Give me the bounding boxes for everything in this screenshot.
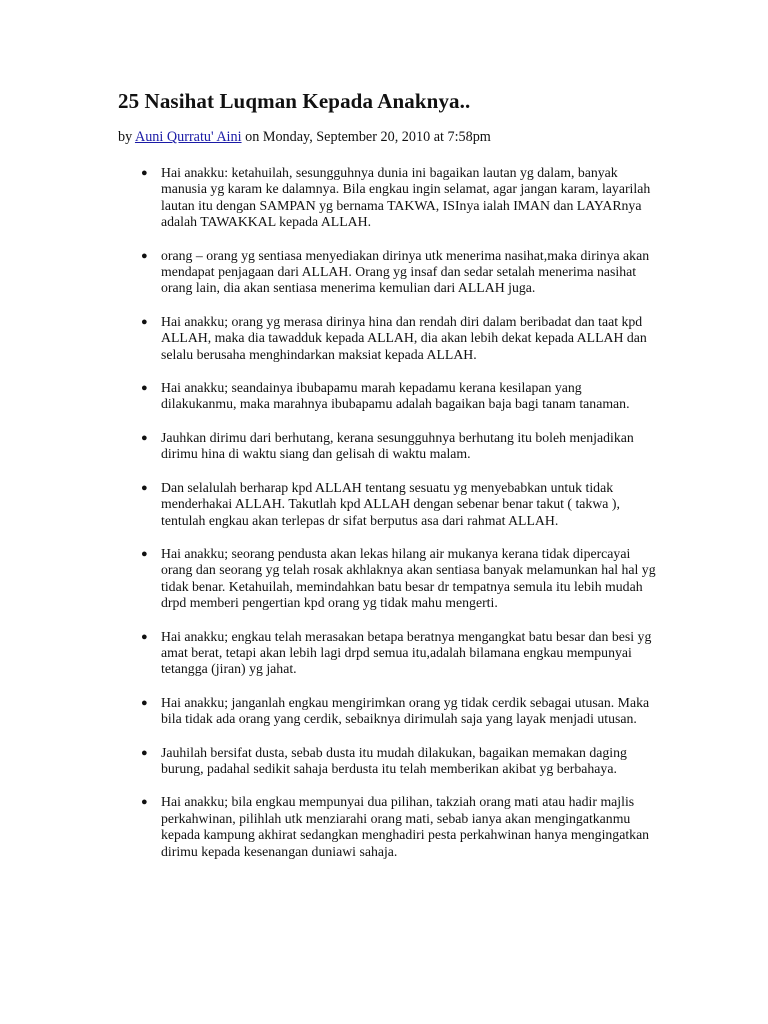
bullet-icon: ● xyxy=(141,796,148,809)
list-item xyxy=(118,430,658,463)
list-item xyxy=(118,480,658,529)
list-item xyxy=(118,695,658,728)
byline-date: on Monday, September 20, 2010 at 7:58pm xyxy=(241,129,491,145)
list-item-text: orang – orang yg sentiasa menyediakan dirinya utk menerima nasihat,maka dirinya akan mendapat penjagaan dari ALLAH. Orang yg insaf dan sedar setalah menerima nasihat orang lain, dia akan sentiasa menerima kemulian dari ALLAH juga. xyxy=(161,247,650,296)
byline xyxy=(118,128,658,146)
list-item xyxy=(118,546,658,612)
list-item-text: Dan selalulah berharap kpd ALLAH tentang sesuatu yg menyebabkan untuk tidak menderhakai ALLAH. Takutlah kpd ALLAH dengan sebenar benar takut ( takwa ), tentulah engkau akan terlepas dr sifat berputus asa dari rahmat ALLAH. xyxy=(161,479,620,528)
list-item xyxy=(118,794,658,860)
list-item-text: Hai anakku; orang yg merasa dirinya hina dan rendah diri dalam beribadat dan taat kpd ALLAH, maka dia tawadduk kepada ALLAH, dia akan lebih dekat kepada ALLAH dan selalu berusaha menghindarkan maksiat kepada ALLAH. xyxy=(161,313,647,362)
author-link[interactable]: Auni Qurratu' Aini xyxy=(134,129,242,145)
list-item-text: Hai anakku; engkau telah merasakan betapa beratnya mengangkat batu besar dan besi yg amat berat, tetapi akan lebih lagi drpd semua itu,adalah bilamana engkau mempunyai tetangga (jiran) yg jahat. xyxy=(161,628,652,677)
bullet-icon: ● xyxy=(141,746,148,759)
document-page xyxy=(118,88,658,877)
bullet-icon: ● xyxy=(141,167,148,179)
bullet-icon: ● xyxy=(141,431,148,444)
list-item xyxy=(118,745,658,778)
bullet-icon: ● xyxy=(141,547,148,560)
list-item-text: Jauhilah bersifat dusta, sebab dusta itu mudah dilakukan, bagaikan memakan daging burung, padahal sedikit sahaja berdusta itu telah memberikan akibat yg berbahaya. xyxy=(161,744,627,776)
list-item xyxy=(118,380,658,413)
bullet-icon: ● xyxy=(141,630,148,643)
list-item-text: Hai anakku: ketahuilah, sesungguhnya dunia ini bagaikan lautan yg dalam, banyak manusia yg karam ke dalamnya. Bila engkau ingin selamat, agar jangan karam, layarilah lautan itu dengan SAMPAN yg bernama TAKWA, ISInya ialah IMAN dan LAYARnya adalah TAWAKKAL kepada ALLAH. xyxy=(161,165,651,230)
bullet-icon: ● xyxy=(141,481,148,494)
byline-prefix: by xyxy=(118,129,135,145)
list-item xyxy=(118,248,658,297)
bullet-icon: ● xyxy=(141,696,148,709)
list-item-text: Hai anakku; seandainya ibubapamu marah kepadamu kerana kesilapan yang dilakukanmu, maka marahnya ibubapamu adalah bagaikan baja bagi tanam tanaman. xyxy=(161,380,630,412)
list-item xyxy=(118,629,658,678)
list-item xyxy=(118,165,658,231)
page-title: 25 Nasihat Luqman Kepada Anaknya.. xyxy=(118,89,471,113)
list-item-text: Jauhkan dirimu dari berhutang, kerana sesungguhnya berhutang itu boleh menjadikan dirimu hina di waktu siang dan gelisah di waktu malam. xyxy=(161,429,634,462)
list-item-text: Hai anakku; bila engkau mempunyai dua pilihan, takziah orang mati atau hadir majlis perkahwinan, pilihlah utk menziarahi orang mati, sebab ianya akan mengingatkanmu kepada kampung akhirat sedangkan menghadiri pesta perkahwinan hanya mengingatkan dirimu kepada kesenangan duniawi sahaja. xyxy=(161,794,650,859)
bullet-icon: ● xyxy=(141,249,148,262)
advice-list xyxy=(118,165,658,860)
bullet-icon: ● xyxy=(141,315,148,328)
list-item-text: Hai anakku; seorang pendusta akan lekas hilang air mukanya kerana tidak dipercayai orang dan seorang yg telah rosak akhlaknya akan sentiasa banyak melamunkan hal hal yg tidak benar. Ketahuilah, memindahkan batu besar dr tempatnya semula itu lebih mudah drpd memberi pengertian kpd orang yg tidak mahu mengerti. xyxy=(161,545,656,611)
list-item-text: Hai anakku; janganlah engkau mengirimkan orang yg tidak cerdik sebagai utusan. Maka bila tidak ada orang yang cerdik, sebaiknya dirimulah saja yang layak menjadi utusan. xyxy=(161,694,650,727)
bullet-icon: ● xyxy=(141,382,148,395)
list-item xyxy=(118,314,658,363)
